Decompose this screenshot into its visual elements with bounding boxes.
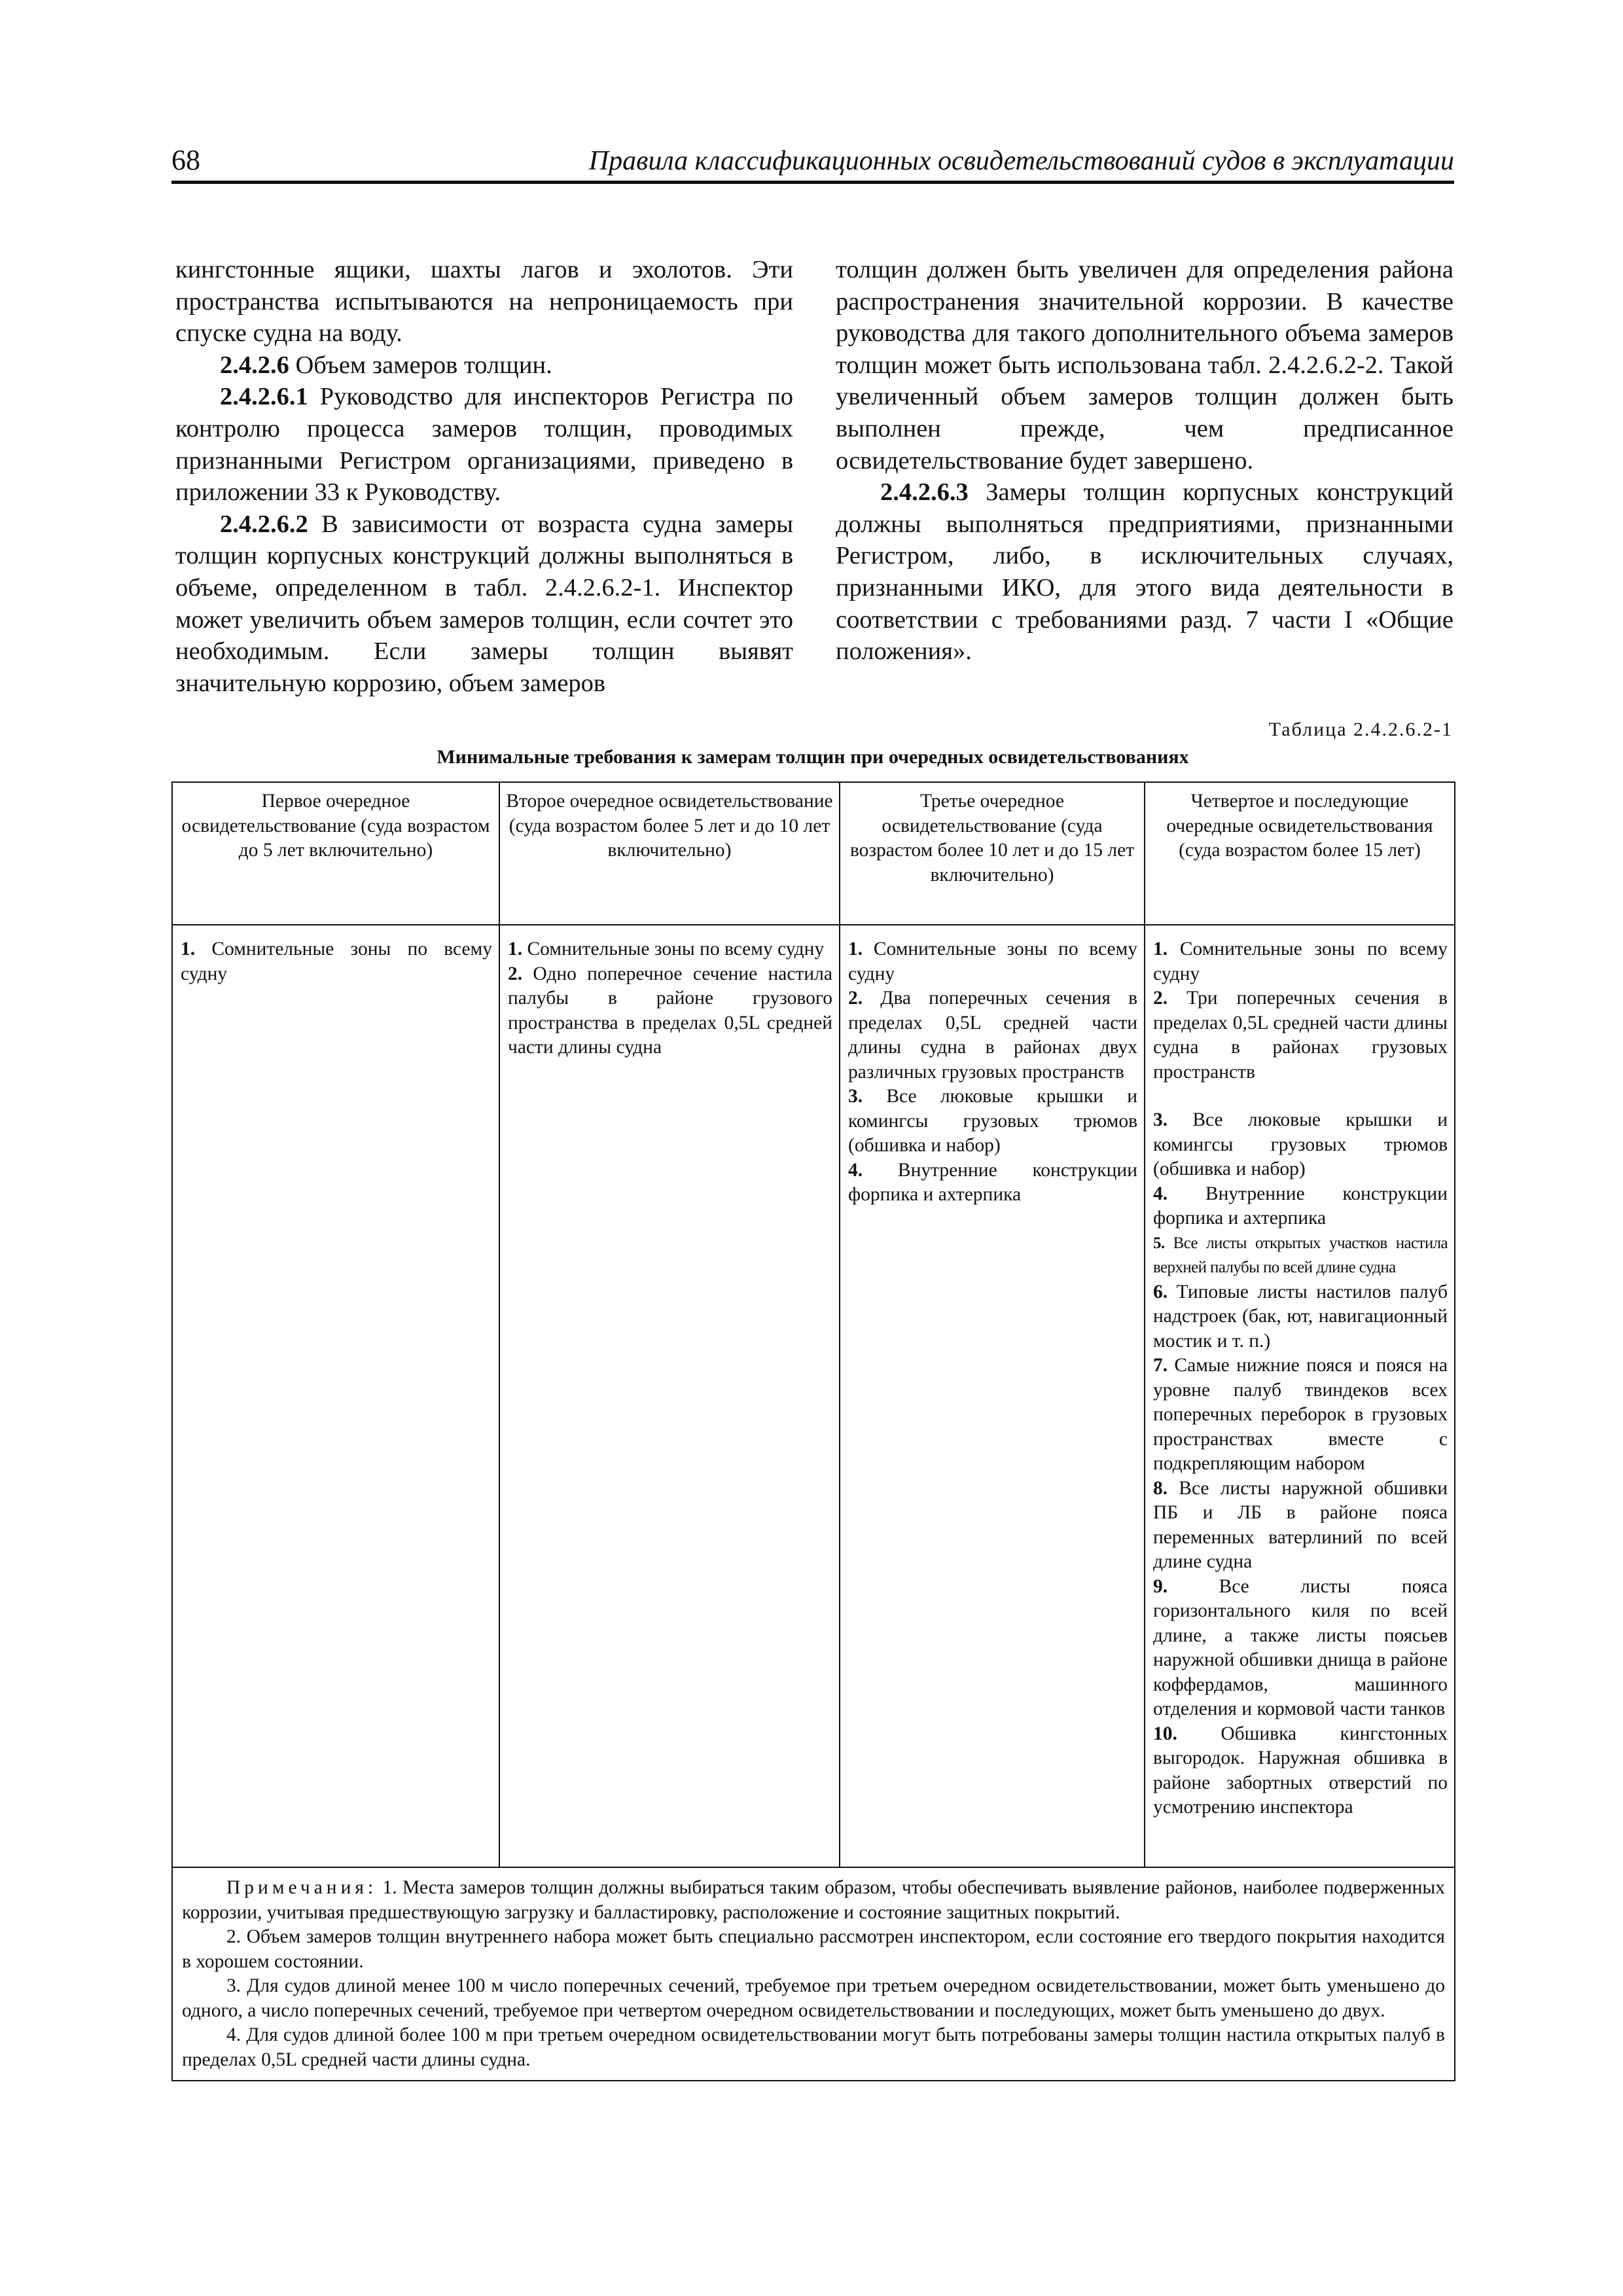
list-item [1153,1477,1448,1575]
section-number: 2.4.2.6.1 [220,383,308,411]
section-number: 2.4.2.6.2 [220,510,308,538]
paragraph [175,509,793,700]
list-item [508,962,832,1060]
paragraph [836,476,1454,668]
item-text: Сомнительные зоны по всему судну [522,939,825,960]
table-title: Минимальные требования к замерам толщин при очередных освидетельствованиях [437,746,1189,768]
paragraph-text: Руководство для инспекторов Регистра по контролю процесса замеров толщин, проводимых признанными Регистром организациями, приведено в приложении 33 к Руководству. [175,383,793,507]
item-number: 2. [508,963,523,984]
list-item [181,937,492,986]
column-header: Первое очередное освидетельствование (суда возрастом до 5 лет включительно) [172,782,499,925]
item-text: Все листы открытых участков настила верхней палубы по всей длине судна [1153,1234,1448,1276]
table-header-row [172,782,1455,925]
list-item [1153,1108,1448,1182]
column-header: Четвертое и последующие очередные освидетельствования (суда возрастом более 15 лет) [1145,782,1455,925]
item-text: Сомнительные зоны по всему судну [1153,939,1448,984]
list-item [1153,1354,1448,1477]
page-header [171,140,1454,184]
table-cell-third-survey [840,925,1145,1867]
page-number: 68 [171,144,200,176]
section-heading [175,350,793,382]
list-item [1153,1280,1448,1354]
table-cell-first-survey [172,925,499,1867]
paragraph-text: Замеры толщин корпусных конструкций должны выполняться предприятиями, признанными Регистром, либо, в исключительных случаях, признанными ИКО, для этого вида деятельности в соответствии с требованиями разд. 7 части I «Общие положения». [836,478,1454,666]
note-text: 4. Для судов длиной более 100 м при третьем очередном освидетельствовании могут быть потребованы замеры толщин настила открытых палуб в пределах 0,5L средней части длины судна. [182,2024,1445,2070]
list-item [848,937,1137,986]
item-number: 1. [181,939,196,960]
note [182,1876,1445,1925]
list-item [848,1158,1137,1208]
item-text: Все люковые крышки и комингсы грузовых трюмов (обшивка и набор) [1153,1109,1448,1179]
item-text: Внутренние конструкции форпика и ахтерпика [848,1159,1137,1205]
item-number: 4. [1153,1183,1168,1204]
item-number: 1. [848,939,863,960]
item-text: Два поперечных сечения в пределах 0,5L средней части длины судна в районах двух различных грузовых пространств [848,988,1137,1083]
note-text: 1. Места замеров толщин должны выбираться таким образом, чтобы обеспечивать выявление районов, наиболее подверженных коррозии, учитывая предшествующую загрузку и балластировку, расположение и состояние защитных покрытий. [182,1877,1445,1923]
note [182,1925,1445,1974]
paragraph-text: Объем замеров толщин. [289,351,552,379]
table-cell-fourth-survey [1145,925,1455,1867]
left-column [175,254,793,699]
item-number: 8. [1153,1477,1168,1499]
list-item [1153,1722,1448,1820]
paragraph [175,381,793,508]
item-text: Внутренние конструкции форпика и ахтерпика [1153,1183,1448,1229]
running-title: Правила классификационных освидетельствований судов в эксплуатации [588,146,1454,176]
item-number: 3. [1153,1109,1168,1130]
list-item [1153,1182,1448,1231]
list-item [848,1085,1137,1158]
item-text: Типовые листы настилов палуб надстроек (бак, ют, навигационный мостик и т. п.) [1153,1281,1448,1352]
note-text: 2. Объем замеров толщин внутреннего набора может быть специально рассмотрен инспектором, если состояние его твердого покрытия находится в хорошем состоянии. [182,1926,1445,1972]
item-text: Все листы наружной обшивки ПБ и ЛБ в районе пояса переменных ватерлиний по всей длине судна [1153,1477,1448,1572]
item-text: Все люковые крышки и комингсы грузовых трюмов (обшивка и набор) [848,1086,1137,1156]
notes-label: Примечания: [226,1877,378,1898]
paragraph-text: кингстонные ящики, шахты лагов и эхолотов. Эти пространства испытываются на непроницаемость при спуске судна на воду. [175,256,793,348]
table-cell-second-survey [499,925,840,1867]
column-header: Третье очередное освидетельствование (суда возрастом более 10 лет и до 15 лет включительно) [840,782,1145,925]
column-header: Второе очередное освидетельствование (суда возрастом более 5 лет и до 10 лет включительно) [499,782,840,925]
item-text: Обшивка кингстонных выгородок. Наружная обшивка в районе забортных отверстий по усмотрению инспектора [1153,1723,1448,1818]
item-number: 4. [848,1159,863,1181]
item-number: 9. [1153,1575,1168,1597]
list-item [1153,1575,1448,1722]
item-number: 7. [1153,1355,1168,1376]
item-text: Сомнительные зоны по всему судну [848,939,1137,984]
item-number: 5. [1153,1234,1165,1252]
item-number: 1. [1153,939,1168,960]
section-number: 2.4.2.6.3 [880,478,969,507]
table-notes [172,1867,1455,2081]
requirements-table [171,781,1455,2081]
section-number: 2.4.2.6 [220,351,289,379]
table-row [172,925,1455,1867]
paragraph [836,254,1454,476]
note [182,2023,1445,2072]
paragraph-text: В зависимости от возраста судна замеры толщин корпусных конструкций должны выполняться в объеме, определенном в табл. 2.4.2.6.2-1. Инспектор может увеличить объем замеров толщин, если сочтет это необходимым. Если замеры толщин выявят значительную коррозию, объем замеров [175,510,793,697]
paragraph-text: толщин должен быть увеличен для определения района распространения значительной коррозии. В качестве руководства для такого дополнительного объема замеров толщин может быть использована табл. 2.4.2.6.2-2. Такой увеличенный объем замеров толщин должен быть выполнен прежде, чем предписанное освидетельствование будет завершено. [836,256,1454,475]
item-number: 1. [508,939,523,960]
table-notes-row [172,1867,1455,2081]
item-number: 10. [1153,1723,1177,1744]
item-number: 2. [848,988,863,1009]
list-item [848,986,1137,1085]
list-item [508,937,832,962]
item-text: Три поперечных сечения в пределах 0,5L средней части длины судна в районах грузовых пространств [1153,988,1448,1083]
item-text: Сомнительные зоны по всему судну [181,939,492,984]
list-item [1153,986,1448,1085]
right-column [836,254,1454,699]
paragraph [175,254,793,350]
list-item [1153,1231,1448,1280]
item-text: Одно поперечное сечение настила палубы в районе грузового пространства в пределах 0,5L средней части длины судна [508,963,832,1058]
item-text: Самые нижние пояся и пояся на уровне палуб твиндеков всех поперечных переборок в грузовых пространствах вместе с подкрепляющим набором [1153,1355,1448,1474]
note-text: 3. Для судов длиной менее 100 м число поперечных сечений, требуемое при третьем очередном освидетельствовании, может быть уменьшено до одного, а число поперечных сечений, требуемое при четвертом очередном освидетельствовании и последующих, может быть уменьшено до двух. [182,1975,1445,2021]
item-number: 6. [1153,1281,1168,1302]
list-item [1153,937,1448,986]
table-label: Таблица 2.4.2.6.2-1 [1268,719,1453,740]
item-number: 2. [1153,988,1168,1009]
item-number: 3. [848,1086,863,1107]
note [182,1974,1445,2023]
body-text [175,254,1454,699]
item-text: Все листы пояса горизонтального киля по всей длине, а также листы поясьев наружной обшивки днища в районе коффердамов, машинного отделения и кормовой части танков [1153,1575,1448,1719]
